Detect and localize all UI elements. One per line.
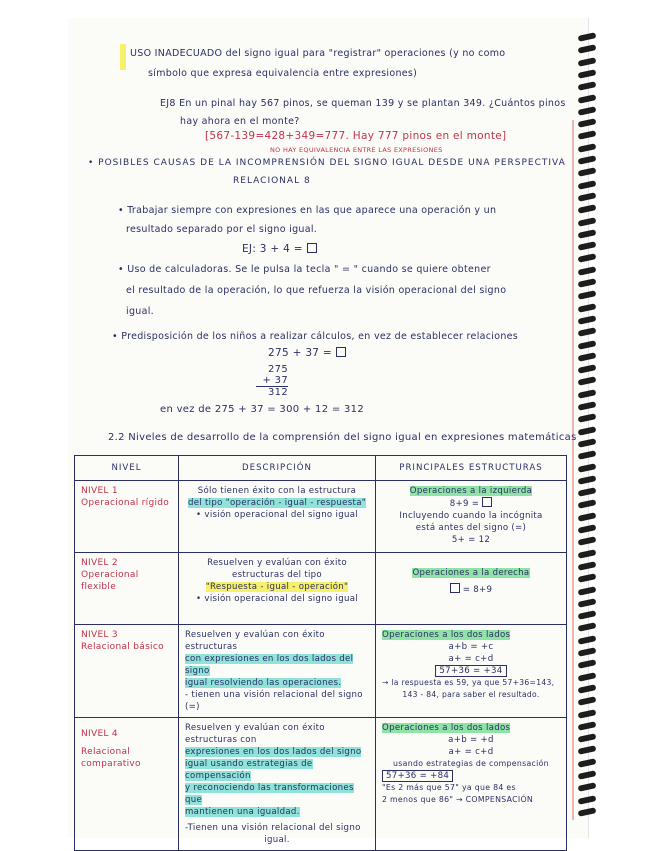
structure-line: 8+9 = <box>382 497 560 510</box>
bullet-uso-inadecuado: USO INADECUADO del signo igual para "registrar" operaciones (y no como <box>130 48 506 59</box>
spiral-coil <box>578 389 597 399</box>
table-row <box>75 625 567 718</box>
example-pinos-note: NO HAY EQUIVALENCIA ENTRE LAS EXPRESIONES <box>270 146 443 154</box>
structure-highlight: Operaciones a la derecha <box>412 568 530 578</box>
blank-box-icon <box>482 497 492 507</box>
spiral-coil <box>578 573 597 583</box>
spiral-coil <box>578 364 597 374</box>
structure-line <box>382 567 560 579</box>
level-label: NIVEL 3 <box>81 630 118 640</box>
structure-line: 143 - 84, para saber el resultado. <box>402 690 540 699</box>
spiral-coil <box>578 315 597 325</box>
causes-title-cont: RELACIONAL 8 <box>233 176 311 186</box>
spiral-coil <box>578 610 597 620</box>
section-title: 2.2 Niveles de desarrollo de la comprensión del signo igual en expresiones matemáticas <box>108 432 577 443</box>
spiral-coil <box>578 217 597 227</box>
structure-line <box>382 629 560 641</box>
description-cell <box>179 625 376 718</box>
description-highlight: del tipo "operación - igual - respuesta" <box>187 498 367 508</box>
level-cell <box>75 625 179 718</box>
description-line: igual. <box>264 835 290 845</box>
vertical-sum-top: 275 <box>268 364 288 375</box>
spiral-coil <box>578 229 597 239</box>
structure-cell <box>376 718 567 851</box>
blank-box-icon <box>450 583 460 593</box>
description-line: -Tienen una visión relacional del signo <box>185 823 361 833</box>
spiral-coil <box>578 450 597 460</box>
level-label: NIVEL 4 <box>81 729 118 739</box>
boxed-equation: 57+36 = +34 <box>435 665 506 677</box>
description-line <box>185 497 369 509</box>
description-line: Resuelven y evalúan con éxito <box>207 558 347 568</box>
table-row <box>75 481 567 553</box>
spiral-coil <box>578 340 597 350</box>
description-line <box>185 758 369 782</box>
description-line <box>185 782 369 806</box>
cause-2: • Uso de calculadoras. Se le pulsa la tecla " = " cuando se quiere obtener <box>118 264 491 275</box>
spiral-coil <box>578 204 597 214</box>
yellow-highlight-mark <box>120 44 126 70</box>
example-pinos-line2: hay ahora en el monte? <box>180 116 300 127</box>
structure-line: usando estrategias de compensación <box>393 759 549 768</box>
level-cell <box>75 553 179 625</box>
spiral-coil <box>578 143 597 153</box>
description-highlight: expresiones en los dos lados del signo <box>185 747 362 757</box>
description-highlight: con expresiones en los dos lados del signo <box>185 654 354 676</box>
spiral-coil <box>578 647 597 657</box>
cause-1: • Trabajar siempre con expresiones en las que aparece una operación y un <box>118 205 497 216</box>
table-row <box>75 553 567 625</box>
spiral-binding <box>578 34 602 834</box>
description-line: Resuelven y evalúan con éxito estructuras con <box>185 723 325 745</box>
spiral-coil <box>578 352 597 362</box>
spiral-coil <box>578 180 597 190</box>
structure-highlight: Operaciones a la izquierda <box>409 486 533 496</box>
structure-line: 5+ = 12 <box>451 535 491 545</box>
table-row <box>75 718 567 851</box>
spiral-coil <box>578 684 597 694</box>
spiral-coil <box>578 241 597 251</box>
spiral-coil <box>578 672 597 682</box>
spiral-coil <box>578 192 597 202</box>
spiral-coil <box>578 266 597 276</box>
spiral-coil <box>578 303 597 313</box>
structure-line: = 8+9 <box>382 583 560 596</box>
description-line: • visión operacional del signo igual <box>196 510 358 520</box>
spiral-coil <box>578 155 597 165</box>
example-pinos-line1: EJ8 En un pinal hay 567 pinos, se queman 139 y se plantan 349. ¿Cuántos pinos <box>160 98 566 109</box>
description-cell <box>179 481 376 553</box>
level-label: NIVEL 1 <box>81 486 118 496</box>
spiral-coil <box>578 524 597 534</box>
cause-3-alternative: en vez de 275 + 37 = 300 + 12 = 312 <box>160 404 365 415</box>
spiral-coil <box>578 795 597 805</box>
causes-title: • POSIBLES CAUSAS DE LA INCOMPRENSIÓN DEL SIGNO IGUAL DESDE UNA PERSPECTIVA <box>88 158 566 168</box>
spiral-coil <box>578 598 597 608</box>
spiral-coil <box>578 549 597 559</box>
spiral-coil <box>578 377 597 387</box>
description-line <box>185 746 369 758</box>
spiral-coil <box>578 290 597 300</box>
level-cell <box>75 718 179 851</box>
spiral-coil <box>578 327 597 337</box>
level-name: Operacional rígido <box>81 498 170 508</box>
spiral-coil <box>578 118 597 128</box>
description-line: Resuelven y evalúan con éxito estructuras <box>185 630 325 652</box>
description-line <box>185 653 369 677</box>
spiral-coil <box>578 81 597 91</box>
spiral-coil <box>578 32 597 42</box>
spiral-coil <box>578 500 597 510</box>
spiral-coil <box>578 733 597 743</box>
structure-line: a+ = c+d <box>448 654 494 664</box>
spiral-coil <box>578 463 597 473</box>
structure-cell <box>376 481 567 553</box>
structure-line <box>382 770 560 782</box>
spiral-coil <box>578 278 597 288</box>
spiral-coil <box>578 721 597 731</box>
structure-line: a+ = c+d <box>448 747 494 757</box>
description-line: Sólo tienen éxito con la estructura <box>197 486 357 496</box>
cause-3-equation: 275 + 37 = <box>268 347 346 359</box>
spiral-coil <box>578 401 597 411</box>
spiral-coil <box>578 635 597 645</box>
description-line: • visión operacional del signo igual <box>196 594 358 604</box>
spiral-coil <box>578 57 597 67</box>
structure-line <box>382 722 560 734</box>
spiral-coil <box>578 536 597 546</box>
description-cell <box>179 718 376 851</box>
header-nivel: NIVEL <box>75 456 179 481</box>
spiral-coil <box>578 426 597 436</box>
margin-line <box>572 120 574 820</box>
cause-2-cont: el resultado de la operación, lo que refuerza la visión operacional del signo <box>126 285 507 296</box>
structure-line: a+b = +c <box>448 642 494 652</box>
spiral-coil <box>578 512 597 522</box>
structure-line: 2 menos que 86" → COMPENSACIÓN <box>382 795 534 804</box>
spiral-coil <box>578 69 597 79</box>
description-cell <box>179 553 376 625</box>
structure-line: Incluyendo cuando la incógnita <box>399 511 543 521</box>
vertical-sum <box>256 364 288 398</box>
spiral-coil <box>578 487 597 497</box>
spiral-coil <box>578 659 597 669</box>
description-highlight: igual usando estrategias de compensación <box>185 759 313 781</box>
structure-line: "Es 2 más que 57" ya que 84 es <box>382 783 516 792</box>
header-descripcion: DESCRIPCIÓN <box>179 456 376 481</box>
spiral-coil <box>578 94 597 104</box>
spiral-coil <box>578 44 597 54</box>
level-cell <box>75 481 179 553</box>
spiral-coil <box>578 623 597 633</box>
spiral-coil <box>578 746 597 756</box>
table-header-row <box>75 456 567 481</box>
level-name: Operacional flexible <box>81 570 139 592</box>
cause-3: • Predisposición de los niños a realizar cálculos, en vez de establecer relaciones <box>112 331 519 342</box>
level-name: Relacional básico <box>81 642 164 652</box>
spiral-coil <box>578 807 597 817</box>
description-line <box>185 806 369 818</box>
description-highlight: y reconociendo las transformaciones que <box>185 783 354 805</box>
cause-2-cont2: igual. <box>126 306 154 317</box>
structure-line: a+b = +d <box>448 735 494 745</box>
structure-cell <box>376 553 567 625</box>
boxed-equation: 57+36 = +84 <box>382 770 453 782</box>
structure-line <box>382 665 560 677</box>
spiral-coil <box>578 254 597 264</box>
spiral-coil <box>578 586 597 596</box>
description-line <box>185 581 369 593</box>
level-label: NIVEL 2 <box>81 558 118 568</box>
structure-line: → la respuesta es 59, ya que 57+36=143, <box>382 678 555 687</box>
cause-1-example: EJ: 3 + 4 = <box>242 243 317 255</box>
description-line: - tienen una visión relacional del signo (=) <box>185 690 363 712</box>
structure-line: está antes del signo (=) <box>415 523 527 533</box>
structure-highlight: Operaciones a los dos lados <box>382 723 511 733</box>
spiral-coil <box>578 106 597 116</box>
spiral-coil <box>578 413 597 423</box>
spiral-coil <box>578 770 597 780</box>
spiral-coil <box>578 438 597 448</box>
blank-box-icon <box>307 243 317 253</box>
structure-cell <box>376 625 567 718</box>
structure-line <box>382 485 560 497</box>
description-highlight: mantienen una igualdad. <box>185 807 300 817</box>
description-highlight: "Respuesta - igual - operación" <box>205 582 349 592</box>
spiral-coil <box>578 782 597 792</box>
blank-box-icon <box>336 347 346 357</box>
vertical-sum-result: 312 <box>268 387 288 398</box>
bullet-uso-cont: símbolo que expresa equivalencia entre expresiones) <box>148 68 418 79</box>
spiral-coil <box>578 475 597 485</box>
structure-highlight: Operaciones a los dos lados <box>382 630 511 640</box>
spiral-coil <box>578 131 597 141</box>
vertical-sum-addend: + 37 <box>256 375 288 387</box>
description-highlight: igual resolviendo las operaciones. <box>185 678 342 688</box>
description-line <box>185 677 369 689</box>
description-line: estructuras del tipo <box>232 570 322 580</box>
spiral-coil <box>578 167 597 177</box>
levels-table <box>74 455 567 851</box>
level-name: Relacional comparativo <box>81 747 141 769</box>
spiral-coil <box>578 561 597 571</box>
header-estructuras: PRINCIPALES ESTRUCTURAS <box>376 456 567 481</box>
example-pinos-calc: [567-139=428+349=777. Hay 777 pinos en el monte] <box>205 130 507 142</box>
spiral-coil <box>578 696 597 706</box>
spiral-coil <box>578 758 597 768</box>
cause-1-cont: resultado separado por el signo igual. <box>126 224 318 235</box>
spiral-coil <box>578 709 597 719</box>
